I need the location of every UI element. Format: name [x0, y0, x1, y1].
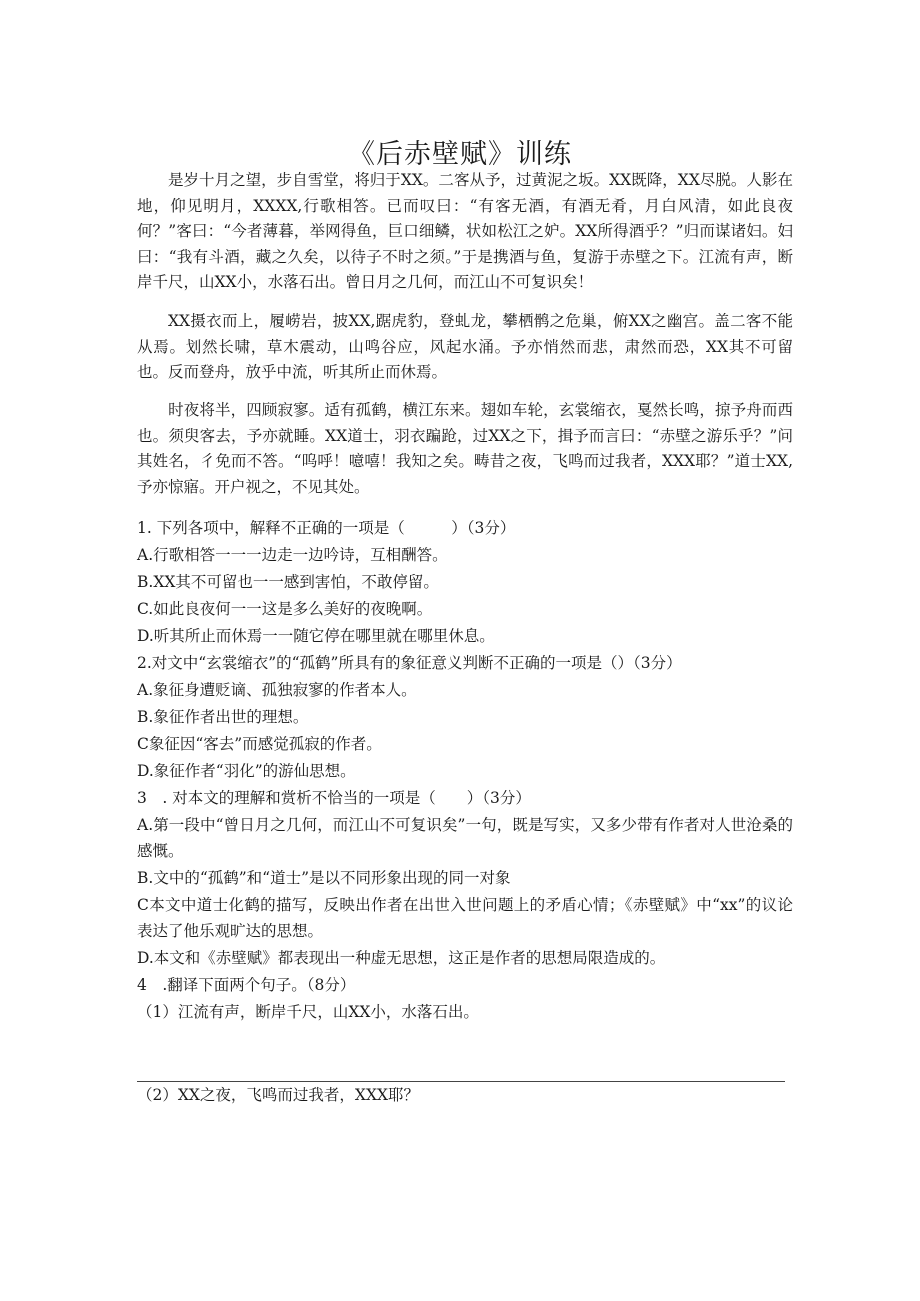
question-2-option-d: D.象征作者“羽化”的游仙思想。 — [137, 762, 356, 780]
paragraph-2-text: XX摄衣而上，履崂岩，披XX,踞虎豹，登虬龙，攀栖鹘之危巢，俯XX之幽宫。盖二客不能从焉。划然长啸，草木震动，山鸣谷应，风起水涌。予亦悄然而悲，肃然而恐，XX其不可留也。反而登舟，放乎中流，听其所止而休焉。 — [137, 312, 793, 381]
question-2-option-c: C象征因“客去”而感觉孤寂的作者。 — [137, 735, 382, 753]
page-title: 《后赤壁赋》训练 — [348, 139, 572, 170]
question-1-option-c: C.如此良夜何一一这是多么美好的夜晚啊。 — [137, 600, 433, 618]
question-3-option-d: D.本文和《赤壁赋》都表现出一种虚无思想，这正是作者的思想局限造成的。 — [137, 949, 666, 967]
question-2-option-b: B.象征作者出世的理想。 — [137, 708, 309, 726]
question-4-item-1: （1）江流有声，断岸千尺，山XX小，水落石出。 — [137, 1003, 479, 1021]
question-1-option-d: D.听其所止而休焉一一随它停在哪里就在哪里休息。 — [137, 627, 495, 645]
question-4-item-2: （2）XX之夜，飞鸣而过我者，XXX耶？ — [137, 1086, 420, 1104]
paragraph-3 — [137, 398, 793, 500]
question-1-option-a: A.行歌相答一一一边走一边吟诗，互相酬答。 — [137, 546, 448, 564]
question-2-stem: 2.对文中“玄裳缩衣”的“孤鹤”所具有的象征意义判断不正确的一项是（）（3分） — [137, 654, 682, 672]
question-1-stem: 1. 下列各项中，解释不正确的一项是（ ）（3分） — [137, 519, 516, 537]
question-3-stem: 3 . 对本文的理解和赏析不恰当的一项是（ ）（3分） — [137, 789, 531, 807]
question-3-option-b: B.文中的“孤鹤”和“道士”是以不同形象出现的同一对象 — [137, 869, 511, 887]
question-3-option-c: C本文中道士化鹤的描写，反映出作者在出世入世问题上的矛盾心情；《赤壁赋》中“xx”的议论表达了他乐观旷达的思想。 — [137, 896, 793, 940]
question-2-option-a: A.象征身遭贬谪、孤独寂寥的作者本人。 — [137, 681, 417, 699]
question-1-option-b: B.XX其不可留也一一感到害怕，不敢停留。 — [137, 573, 439, 591]
paragraph-2 — [137, 309, 793, 386]
question-3-option-a: A.第一段中“曾日月之几何，而江山不可复识矣”一句，既是写实，又多少带有作者对人世沧桑的感慨。 — [137, 816, 793, 860]
paragraph-1-text: 是岁十月之望，步自雪堂，将归于XX。二客从予，过黄泥之坂。XX既降，XX尽脱。人影在地，仰见明月，XXXX,行歌相答。已而叹曰：“有客无酒，有酒无肴，月白风清，如此良夜何？”客曰：“今者薄暮，举网得鱼，巨口细鳞，状如松江之妒。XX所得酒乎？”归而谋诸妇。妇曰：“我有斗酒，藏之久矣，以待子不时之须。”于是携酒与鱼，复游于赤壁之下。江流有声，断岸千尺，山XX小，水落石出。曾日月之几何，而江山不可复识矣！ — [137, 171, 793, 291]
question-4-stem: 4 .翻译下面两个句子。（8分） — [137, 976, 356, 994]
paragraph-1 — [137, 168, 793, 296]
paragraph-3-text: 时夜将半，四顾寂寥。适有孤鹤，横江东来。翅如车轮，玄裳缩衣，戛然长鸣，掠予舟而西也。须臾客去，予亦就睡。XX道士，羽衣蹁跄，过XX之下，揖予而言曰：“赤壁之游乐乎？”问其姓名，彳免而不答。“呜呼！噫嘻！我知之矣。畴昔之夜，飞鸣而过我者，XXX耶？”道士XX,予亦惊寤。开户视之，不见其处。 — [137, 401, 793, 496]
